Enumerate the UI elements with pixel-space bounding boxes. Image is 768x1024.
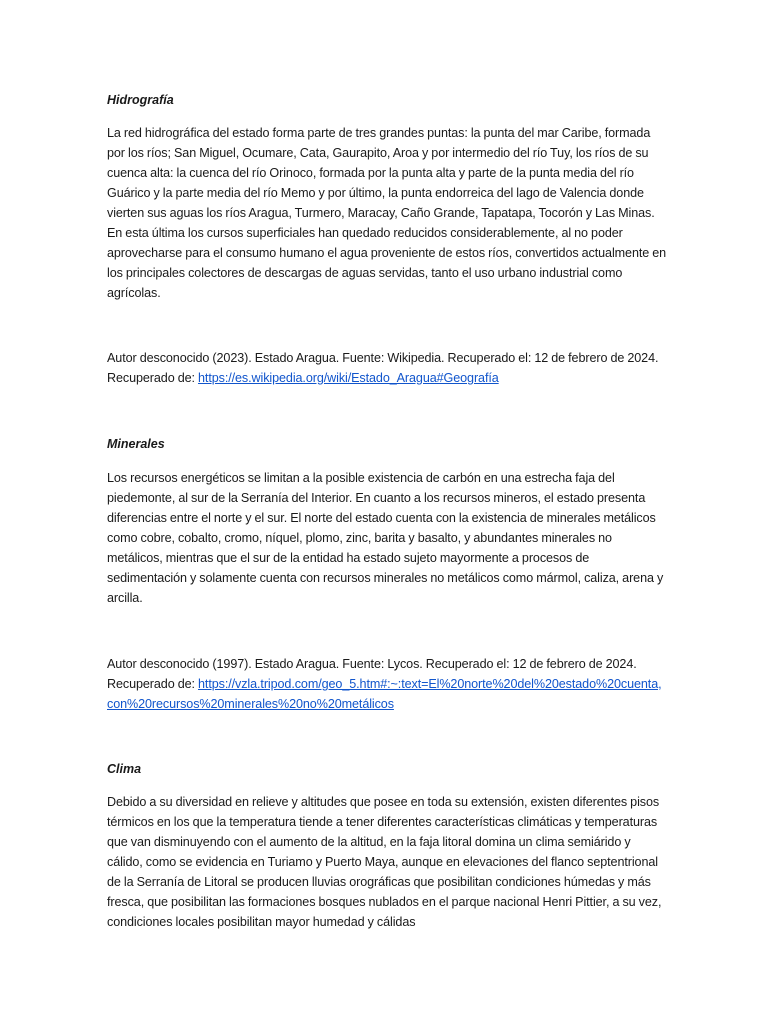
heading-minerales: Minerales <box>107 437 165 451</box>
heading-hidrografia: Hidrografía <box>107 93 174 107</box>
citation-hidrografia <box>107 348 667 388</box>
citation-link-tripod[interactable]: https://vzla.tripod.com/geo_5.htm#:~:text=El%20norte%20del%20estado%20cuenta,con%20recursos%20minerales%20no%20metálicos <box>107 677 662 711</box>
citation-text: Autor desconocido (1997). Estado Aragua. Fuente: Lycos. Recuperado el: 12 de febrero de 2024. Recuperado de: <box>107 657 637 691</box>
paragraph-minerales: Los recursos energéticos se limitan a la posible existencia de carbón en una estrecha faja del piedemonte, al sur de la Serranía del Interior. En cuanto a los recursos mineros, el estado presenta diferencias entre el norte y el sur. El norte del estado cuenta con la existencia de minerales metálicos como cobre, cobalto, cromo, níquel, plomo, zinc, barita y basalto, y abundantes minerales no metálicos, mientras que el sur de la entidad ha estado sujeto mayormente a procesos de sedimentación y solamente cuenta con recursos minerales no metálicos como mármol, caliza, arena y arcilla. <box>107 471 664 605</box>
paragraph-hidrografia: La red hidrográfica del estado forma parte de tres grandes puntas: la punta del mar Caribe, formada por los ríos; San Miguel, Ocumare, Cata, Gaurapito, Aroa y por intermedio del río Tuy, los ríos de su cuenca alta: la cuenca del río Orinoco, formada por la punta alta y parte de la punta media del río Guárico y la parte media del río Memo y por último, la punta endorreica del lago de Valencia donde vierten sus aguas los ríos Aragua, Turmero, Maracay, Caño Grande, Tapatapa, Tocorón y Las Minas. En esta última los cursos superficiales han quedado reducidos considerablemente, al no poder aprovecharse para el consumo humano el agua proveniente de estos ríos, convertidos actualmente en los principales colectores de descargas de aguas servidas, tanto el uso urbano industrial como agrícolas. <box>107 126 667 300</box>
paragraph-clima: Debido a su diversidad en relieve y altitudes que posee en toda su extensión, existen diferentes pisos térmicos en los que la temperatura tiende a tener diferentes características climáticas y temperaturas que van disminuyendo con el aumento de la altitud, en la faja litoral domina un clima semiárido y cálido, como se evidencia en Turiamo y Puerto Maya, aunque en elevaciones del flanco septentrional de la Serranía de Litoral se producen lluvias orográficas que posibilitan condiciones húmedas y más fresca, que posibilitan las formaciones bosques nublados en el parque nacional Henri Pittier, a su vez, condiciones locales posibilitan mayor humedad y cálidas <box>107 795 662 929</box>
citation-text: Autor desconocido (2023). Estado Aragua. Fuente: Wikipedia. Recuperado el: 12 de febrero de 2024. Recuperado de: <box>107 351 659 385</box>
citation-minerales <box>107 654 667 714</box>
heading-clima: Clima <box>107 762 142 776</box>
citation-link-wikipedia[interactable]: https://es.wikipedia.org/wiki/Estado_Aragua#Geografía <box>198 371 499 385</box>
